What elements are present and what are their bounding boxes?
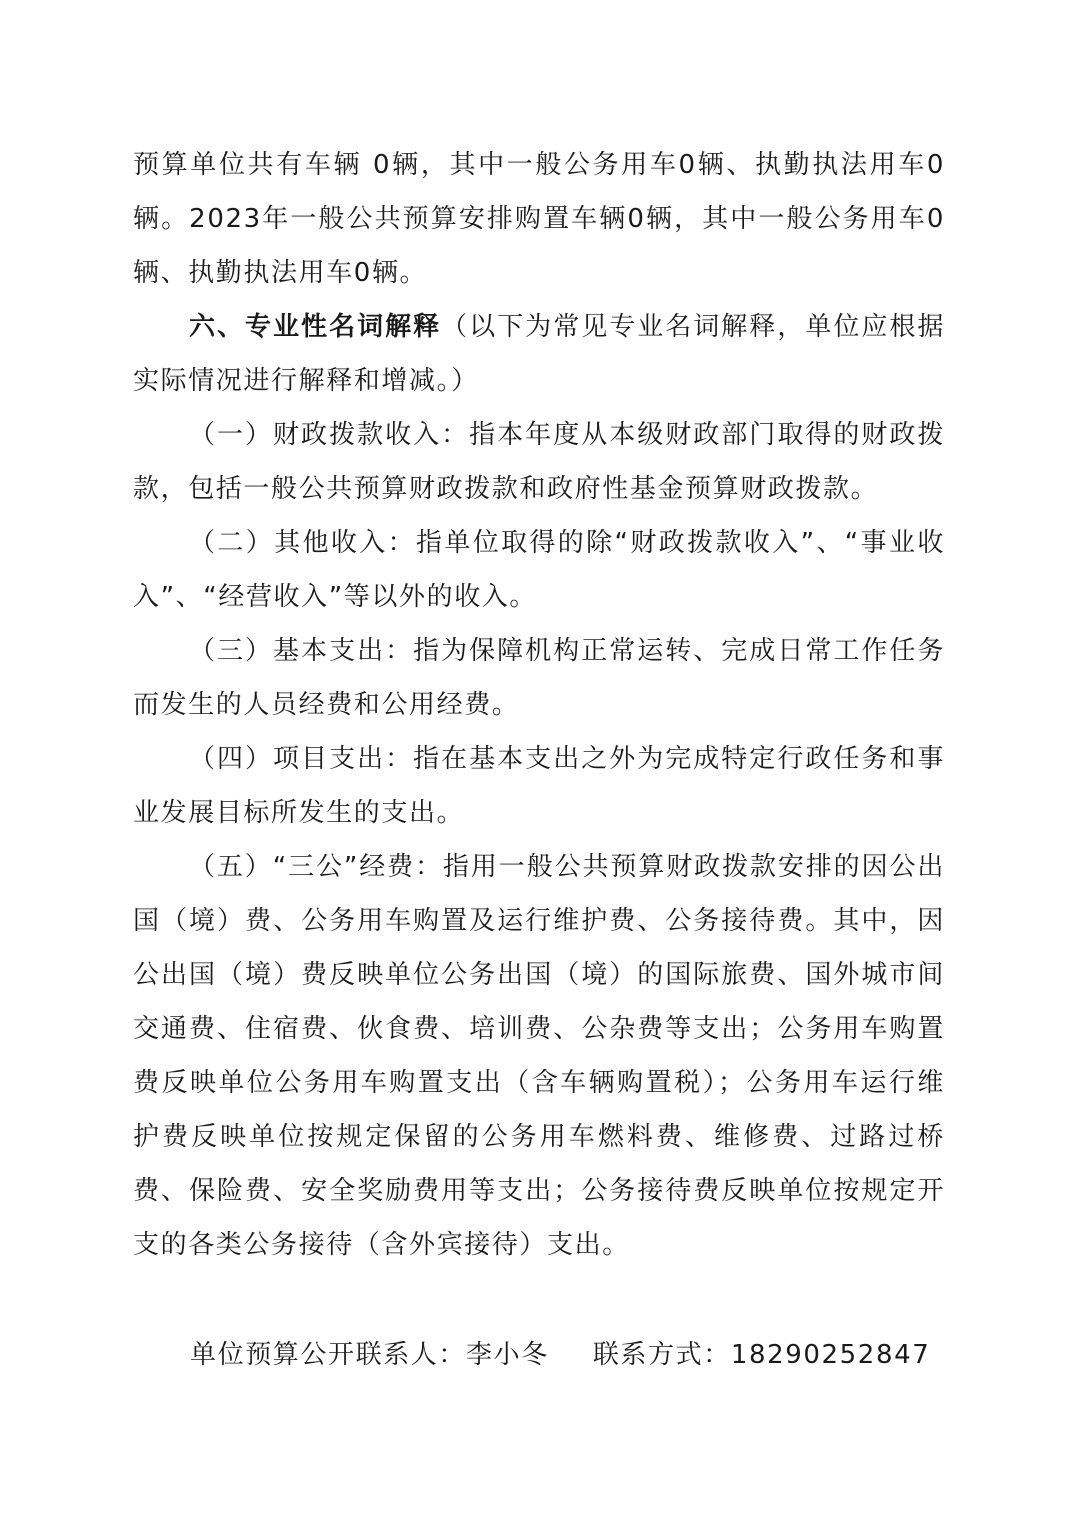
- contact-method: 联系方式：18290252847: [592, 1340, 931, 1370]
- section-heading-note: （以下为常见专业名词解释，单位应根据实际情况进行解释和增减。）: [133, 312, 945, 396]
- paragraph-vehicles: 预算单位共有车辆 0辆，其中一般公务用车0辆、执勤执法用车0辆。2023年一般公共预算安排购置车辆0辆，其中一般公务用车0辆、执勤执法用车0辆。: [133, 150, 945, 288]
- paragraph-term-basic-expenditure: （三）基本支出：指为保障机构正常运转、完成日常工作任务而发生的人员经费和公用经费。: [133, 636, 945, 720]
- paragraph-term-fiscal-income: （一）财政拨款收入：指本年度从本级财政部门取得的财政拨款，包括一般公共预算财政拨款和政府性基金预算财政拨款。: [133, 420, 945, 504]
- paragraph-term-other-income: （二）其他收入：指单位取得的除“财政拨款收入”、“事业收入”、“经营收入”等以外的收入。: [133, 528, 945, 612]
- paragraph-term-project-expenditure: （四）项目支出：指在基本支出之外为完成特定行政任务和事业发展目标所发生的支出。: [133, 744, 945, 828]
- contact-person: 单位预算公开联系人：李小冬: [190, 1340, 549, 1370]
- contact-line: [190, 1328, 930, 1382]
- document-body: [133, 138, 945, 1272]
- section-heading: 六、专业性名词解释: [189, 312, 442, 342]
- paragraph-terms-heading: [133, 300, 945, 408]
- paragraph-term-three-public: （五）“三公”经费：指用一般公共预算财政拨款安排的因公出国（境）费、公务用车购置及运行维护费、公务接待费。其中，因公出国（境）费反映单位公务出国（境）的国际旅费、国外城市间交通费、住宿费、伙食费、培训费、公杂费等支出；公务用车购置费反映单位公务用车购置支出（含车辆购置税）；公务用车运行维护费反映单位按规定保留的公务用车燃料费、维修费、过路过桥费、保险费、安全奖励费用等支出；公务接待费反映单位按规定开支的各类公务接待（含外宾接待）支出。: [133, 852, 945, 1260]
